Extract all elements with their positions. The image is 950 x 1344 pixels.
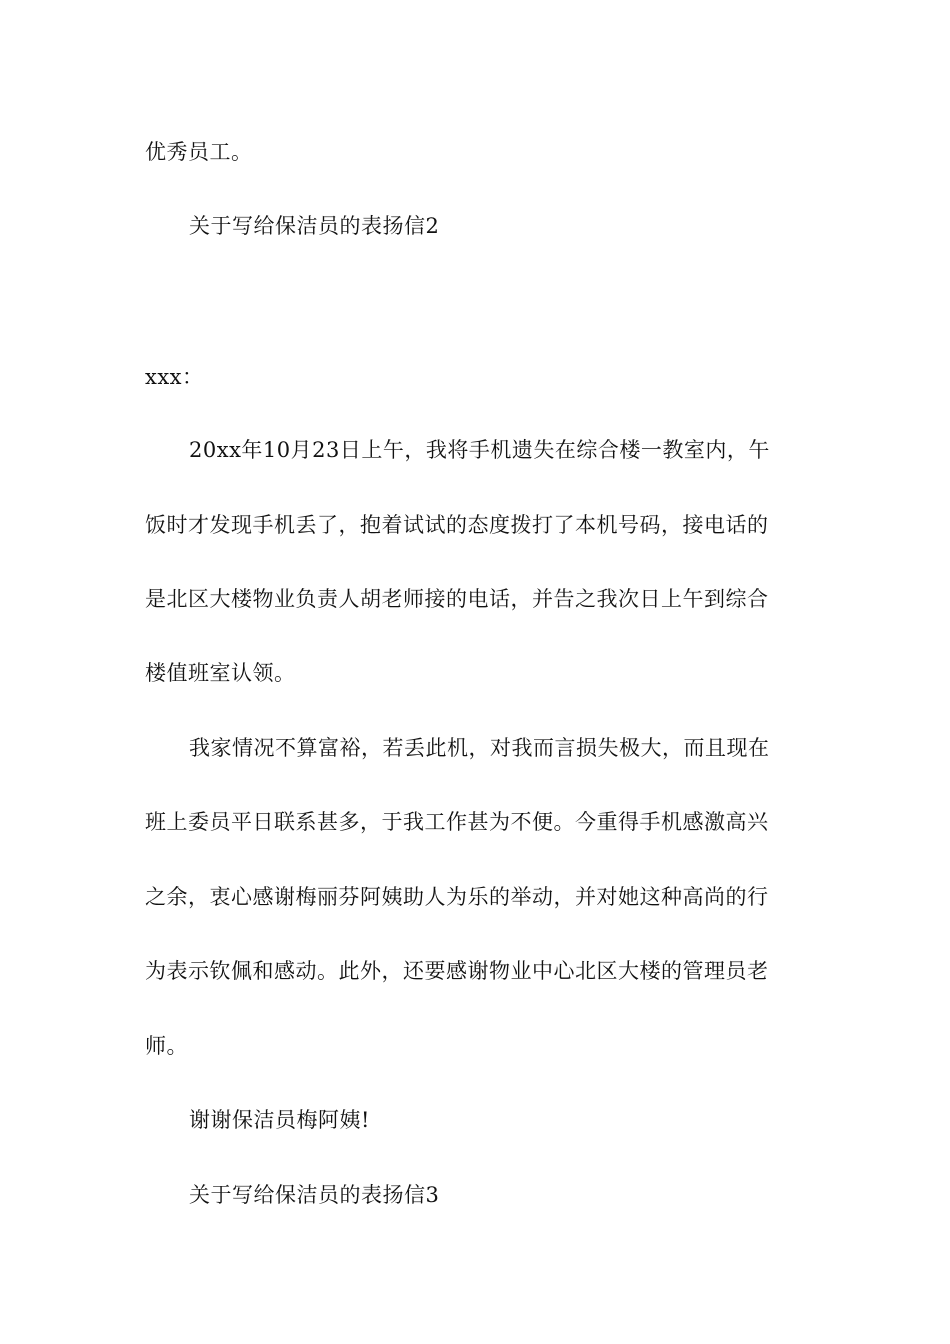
- paragraph-2-line-4: 为表示钦佩和感动。此外，还要感谢物业中心北区大楼的管理员老: [145, 959, 769, 983]
- paragraph-1-line-1: 20xx年10月23日上午，我将手机遗失在综合楼一教室内，午: [189, 438, 770, 462]
- paragraph-2-line-3: 之余，衷心感谢梅丽芬阿姨助人为乐的举动，并对她这种高尚的行: [145, 885, 769, 909]
- paragraph-1-line-3: 是北区大楼物业负责人胡老师接的电话，并告之我次日上午到综合: [145, 587, 769, 611]
- paragraph-1-line-2: 饭时才发现手机丢了，抱着试试的态度拨打了本机号码，接电话的: [145, 513, 769, 537]
- paragraph-1-line-4: 楼值班室认领。: [145, 661, 296, 685]
- letter-heading-3: 关于写给保洁员的表扬信3: [189, 1183, 440, 1207]
- salutation: xxx：: [145, 365, 204, 389]
- letter-heading-2: 关于写给保洁员的表扬信2: [189, 214, 440, 238]
- paragraph-2-line-2: 班上委员平日联系甚多，于我工作甚为不便。今重得手机感激高兴: [145, 810, 769, 834]
- paragraph-2-line-5: 师。: [145, 1034, 188, 1058]
- paragraph-2-line-1: 我家情况不算富裕，若丢此机，对我而言损失极大，而且现在: [189, 736, 770, 760]
- thanks-line: 谢谢保洁员梅阿姨!: [189, 1108, 370, 1132]
- paragraph-closing-line: 优秀员工。: [145, 140, 253, 164]
